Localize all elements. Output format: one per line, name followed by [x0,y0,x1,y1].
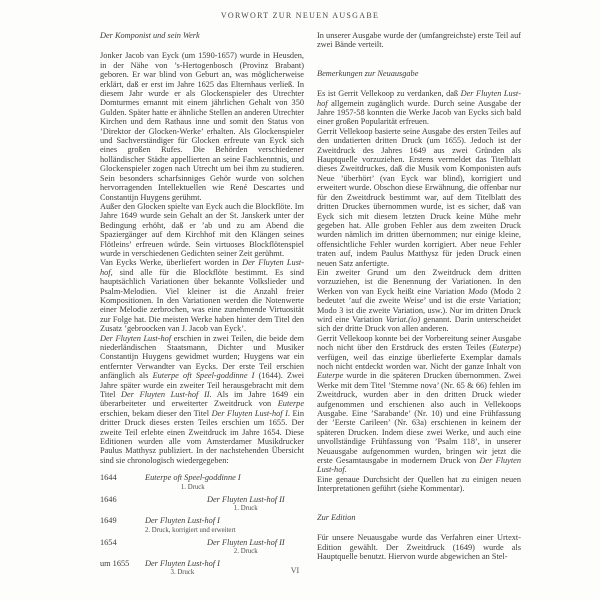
text-run: Ein zweiter Grund um den Zweitdruck dem dritten vorzuziehen, ist die Benennung der Variationen. In den Werken von van Eyck heißt eine Variation [317,267,521,296]
italic-text-run: Variat.(io) [385,314,421,324]
paragraph [317,533,521,561]
paragraph [317,268,521,334]
italic-text-run: Der Fluyten Lust-hof II [121,390,210,400]
text-run: . Als im Jahre 1649 ein überarbeiteter und erweiterter Zweitdruck von [100,390,304,409]
paragraph [317,475,521,494]
italic-text-run: Euterpe [277,399,304,409]
chronology-entry [145,473,241,491]
text-run: Für unsere Neuausgabe wurde das Verfahren einer Urtext-Edition gewählt. Der Zweitdruck (1649) wurde als Hauptquelle benutzt. Hiervon wurde abgewichen an Stel- [317,533,521,561]
italic-text-run: Modo [468,286,488,296]
text-run: ) verfügen, weil das einzige überlieferte Exemplar damals noch nicht entdeckt worden war. Nicht der ganze Inhalt von [317,343,521,371]
chronology-year: um 1655 [100,558,130,568]
page-number: VI [290,566,300,575]
running-head: VORWORT ZUR NEUEN AUSGABE [220,11,380,20]
section-zur-edition [317,513,521,562]
italic-text-run: Der Fluyten Lust-hof [100,333,172,343]
text-run: Es ist Gerrit Vellekoop zu verdanken, daß [317,89,461,99]
chronology-entry [145,516,236,534]
section-bemerkungen [317,69,521,494]
chronology-note: 2. Druck [233,547,258,555]
paragraph [100,202,304,258]
chronology-year: 1644 [100,473,117,483]
chronology-title: Euterpe oft Speel-goddinne I [145,473,241,483]
text-run: erschien in zwei Teilen, die beide dem niederländischen Staatsmann, Dichter und Musiker Constantijn Huygens gewidmet wurden; Huygens war ein entfernter Verwandter van Eycks. Der erste Teil erschien anfänglich als [100,333,304,381]
chronology-list [100,473,304,577]
chronology-note: 2. Druck, korrigiert und erweitert [145,526,236,534]
chronology-year: 1646 [100,494,117,504]
text-run: Van Eycks Werke, überliefert worden in [100,258,243,268]
text-run: (Modo 2 bedeutet ’auf die zweite Weise’ und ist die erste Variation; Modo 3 ist die zweite Variation, usw.). Nur im dritten Druck wird eine Variation [317,286,521,324]
italic-text-run: Der Fluyten Lust-hof [317,89,521,108]
italic-text-run: Euterpe [317,371,344,381]
text-run: Eine genaue Durchsicht der Quellen hat zu einigen neuen Interpretationen geführt (siehe Kommentar). [317,474,521,494]
chronology-title: Der Fluyten Lust-hof I [145,516,220,526]
paragraph [100,334,304,466]
text-run: erschien, bekam dieser den Titel [100,408,212,418]
text-run: wurde in die späteren Drucken übernommen. Zwei Werke mit dem Titel ’Stemme nova’ (Nr. 65 & 66) fehlen im Zweitdruck, wurden aber in den dritten Druck wieder aufgenommen und erschienen also auch in Vellekoops Ausgabe. Eine ’Sarabande’ (Nr. 10) und eine Frühfassung der ’Eerste Carileen’ (Nr. 63a) erschienen in keinem der späteren Drucken. Indem diese zwei Werke, und auch eine unvollständige Frühfassung von ’Psalm 118’, in unserer Neuausgabe aufgenommen wurden, bringen wir jetzt die erste Gesamtausgabe in modernem Druck von [317,371,521,466]
text-run: In unserer Ausgabe wurde der (umfangreichste) erste Teil auf zwei Bände verteilt. [317,31,521,50]
chronology-row [100,538,304,556]
italic-text-run: Euterpe [491,343,519,353]
italic-text-run: Der Fluyten Lust-hof [100,258,304,277]
italic-text-run: Der Fluyten Lust-hof I [211,408,288,418]
right-column [317,31,521,580]
text-columns [100,31,521,580]
paragraph [100,258,304,333]
text-run: (1644). Zwei Jahre später wurde ein zweiter Teil herausgebracht mit dem Titel [100,371,304,400]
section-bemerkungen-paragraphs [317,89,521,493]
left-column [100,31,304,580]
chronology-note: 1. Druck [180,483,205,491]
paragraph [317,89,521,127]
paragraph [100,51,304,202]
chronology-row [100,516,304,534]
paragraph [317,31,521,50]
left-column-paragraphs [100,51,304,465]
text-run: Gerrit Vellekoop konnte bei der Vorbereitung seiner Ausgabe noch nicht über den Erstdruck des ersten Teiles ( [317,333,521,353]
chronology-year: 1649 [100,516,117,526]
chronology-title: Der Fluyten Lust-hof II [207,537,285,547]
chronology-entry [207,538,285,556]
text-run: , sind alle für die Blockflöte bestimmt. Es sind hauptsächlich Variationen über bekannte Volkslieder und Psalm-Melodien. Viel kleiner ist die Anzahl freier Kompositionen. In den Variationen werden die Notenwerte einer Melodie zerbrochen, was eine zunehmende Virtuosität zur Folge hat. Die meisten Werke haben hinter dem Titel den Zusatz ’gebroocken van J. Jacob van Eyck’. [100,267,304,334]
section-heading-bemerkungen: Bemerkungen zur Neuausgabe [317,68,419,78]
text-run: . Ein dritter Druck dieses ersten Teiles erschien um 1655. Der zweite Teil erlebte einen Zweitdruck im Jahre 1654. Diese Editionen wurden alle vom Amsterdamer Musikdrucker Paulus Matthysz publiziert. In der nachstehenden Übersicht sind sie chronologisch wiedergegeben: [100,408,304,465]
section-zur-edition-paragraphs [317,533,521,561]
text-run: allgemein zugänglich wurde. Durch seine Ausgabe der Jahre 1957-58 konnten die Werke Jacob van Eycks sich bald einer großen Popularität erfreuen. [317,98,521,127]
italic-text-run: Euterpe oft Speel-goddinne I [152,371,255,381]
chronology-row [100,473,304,491]
chronology-entry [207,495,285,513]
text-run: . [344,465,347,475]
italic-text-run: Der Fluyten Lust-hof [317,456,521,475]
text-run: Jonker Jacob van Eyck (um 1590-1657) wurde in Heusden, in der Nähe von ’s-Hertogenbosch (Provinz Brabant) geboren. Er war blind von Geburt an, was möglicherweise erklärt, daß er erst im Jahre 1625 das Elternhaus verließ. In diesem Jahr wurde er als Glockenspieler des Utrechter Domturmes ernannt mit einem jährlichen Gehalt von 350 Gulden. Später hatte er ähnliche Stellen an anderen Utrechter Kirchen und dem Rathaus inne und somit den Status von ’Direktor der Glocken-Werke’ erhalten. Als Glockenspieler und Sachverständiger für Glocken erfreute van Eyck sich eines großen Rufes. Die Behörden verschiedener holländischer Städte appellierten an seine Fachkenntnis, und Glockenspieler zogen nach Utrecht um bei ihm zu studieren. Sein besonders scharfsinniges Gehör wurde von solchen hervorragenden Intellektuellen wie René Descartes und Constantijn Huygens gerühmt. [100,51,304,202]
chronology-title: Der Fluyten Lust-hof I [145,558,220,568]
paragraph [317,127,521,268]
chronology-row [100,495,304,513]
text-run: genannt. Darin unterscheidet sich der dritte Druck von allen anderen. [317,314,522,334]
section-heading-zur-edition: Zur Edition [317,512,356,522]
chronology-note: 1. Druck [233,505,258,513]
text-run: Außer den Glocken spielte van Eyck auch die Blockflöte. Im Jahre 1649 wurde sein Gehalt an der St. Janskerk unter der Bedingung erhöht, daß er ’ab und zu am Abend die Spaziergänger auf dem Kirchhof mit den Klängen seines Flötleins’ erfreuen würde. Sein virtuoses Blockflötenspiel wurde in verschiedenen Gedichten seiner Zeit gerühmt. [100,201,304,258]
chronology-title: Der Fluyten Lust-hof II [207,494,285,504]
paragraph [317,334,521,475]
chronology-year: 1654 [100,537,117,547]
left-column-heading: Der Komponist und sein Werk [100,31,200,40]
right-column-intro [317,31,521,50]
text-run: Gerrit Vellekoop basierte seine Ausgabe des ersten Teiles auf den undatierten dritten Druck (um 1655). Jedoch ist der Zweitdruck des Jahres 1649 aus zwei Gründen als Hauptquelle vorzuziehen. Erstens vermeldet das Titelblatt dieses Zweitdruckes, daß die Musik vom Komponisten aufs Neue ’überhört’ (van Eyck war blind), korrigiert und erweitert wurde. Obschon diese Erwähnung, die offenbar nur für den Zweitdruck bestimmt war, auf dem Titelblatt des dritten Druckes übernommen wurde, ist es sicher, daß van Eyck sich mit diesem letzten Druck keine Mühe mehr gegeben hat. Alle groben Fehler aus dem zweiten Druck wurden nämlich im dritten übernommen; nur einige kleine, offensichtliche Fehler wurden korrigiert. Aber neue Fehler traten auf, indem Paulus Matthysz für jeden Druck einen neuen Satz anfertigte. [317,126,521,268]
chronology-note: 3. Druck [170,569,195,577]
